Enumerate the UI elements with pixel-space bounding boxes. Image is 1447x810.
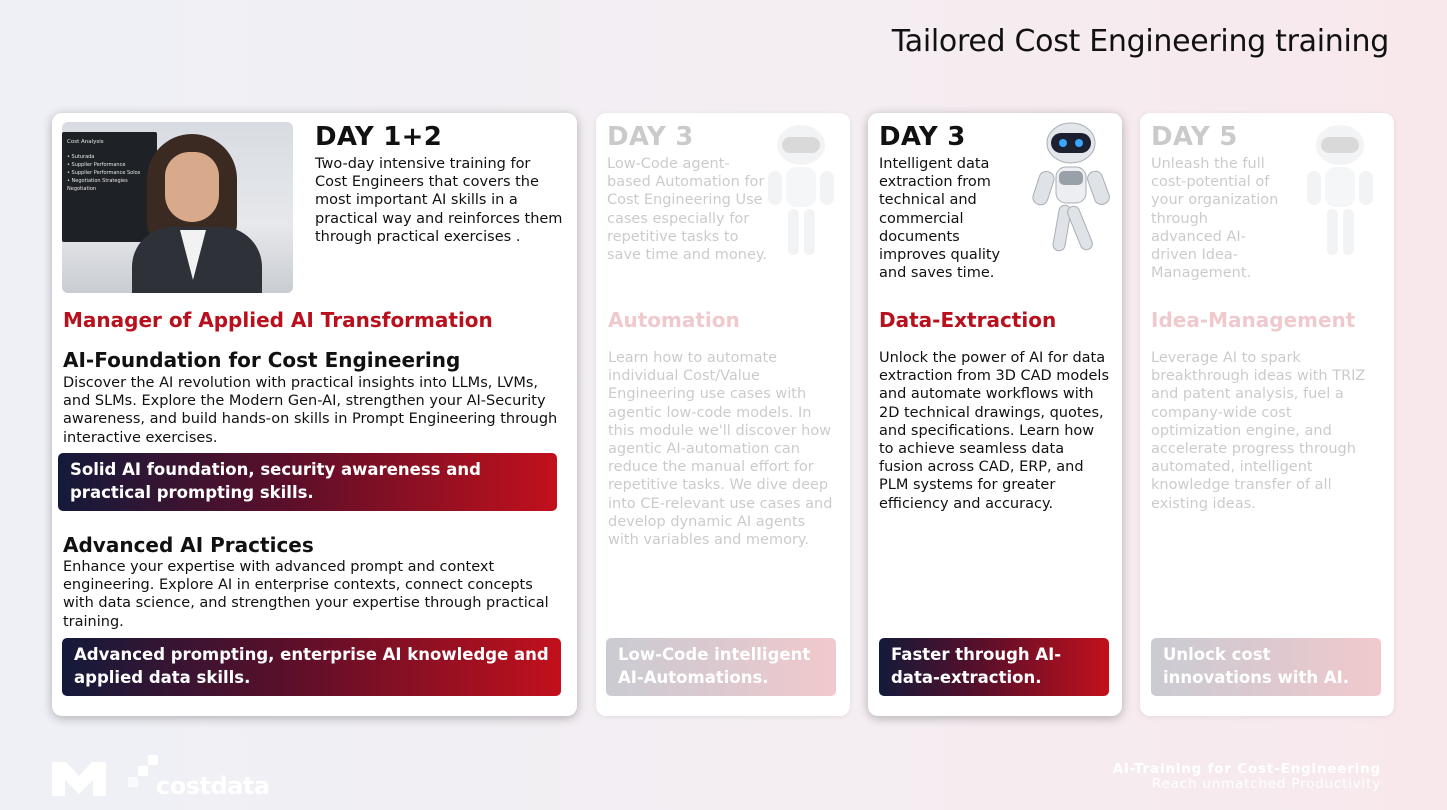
photo-screen-item: • Supplier Performance — [67, 161, 126, 168]
day-title: DAY 3 — [879, 122, 966, 152]
card-day-3-automation — [596, 113, 850, 716]
robot-icon — [1026, 121, 1116, 266]
practices-title: Advanced AI Practices — [63, 533, 314, 557]
section-title: Manager of Applied AI Transformation — [63, 308, 493, 332]
footer-subtagline: Reach unmatched Productivity — [1151, 776, 1381, 792]
trainer-photo — [62, 122, 293, 293]
m-logo-icon — [52, 758, 106, 796]
logo-square-icon — [138, 766, 148, 776]
photo-screen-item: • Supplier Performance Solos — [67, 169, 141, 176]
day-description: Low-Code agent-based Automation for Cost Engineering Use cases especially for repetitive tasks to save time and money. — [607, 156, 768, 264]
card-day-5-idea-management — [1140, 113, 1394, 716]
foundation-text: Discover the AI revolution with practical insights into LLMs, LVMs, and SLMs. Explore the Modern Gen-AI, strengthen your AI-Security awareness, and build hands-on skills in Prompt Engineering through interactive exercises. — [63, 375, 558, 446]
costdata-logo — [128, 755, 268, 799]
photo-screen — [62, 132, 157, 242]
module-text: Learn how to automate individual Cost/Value Engineering use cases with agentic low-code models. In this module we'll discover how agentic AI-automation can reduce the manual effort for repetitive tasks. We dive deep into CE-relevant use cases and develop dynamic AI agents with variables and memory. — [608, 350, 833, 549]
module-text: Leverage AI to spark breakthrough ideas with TRIZ and patent analysis, fuel a company-wide cost optimization engine, and accelerate progress through automated, intelligent knowledge transfer of all existing ideas. — [1151, 350, 1366, 512]
day-description: Two-day intensive training for Cost Engineers that covers the most important AI skills in a practical way and reinforces them through practical exercises . — [315, 156, 563, 245]
day-title: DAY 1+2 — [315, 122, 443, 152]
day-title: DAY 3 — [607, 122, 694, 152]
foundation-banner: Solid AI foundation, security awareness and practical prompting skills. — [58, 453, 557, 511]
day-title: DAY 5 — [1151, 122, 1238, 152]
photo-screen-item: • Suturada — [67, 153, 95, 160]
day-description: Intelligent data extraction from technical and commercial documents improves quality and saves time. — [879, 156, 1001, 282]
section-title: Automation — [608, 308, 740, 332]
card-day-3-data-extraction — [868, 113, 1122, 716]
section-title: Data-Extraction — [879, 308, 1057, 332]
photo-screen-title: Cost Analysis — [67, 139, 104, 145]
day-description: Unleash the full cost-potential of your organization through advanced AI-driven Idea-Management. — [1151, 156, 1279, 282]
module-text: Unlock the power of AI for data extraction from 3D CAD models and automate workflows with 2D technical drawings, quotes, and specifications. Learn how to achieve seamless data fusion across CAD, ERP, and PLM systems for greater efficiency and accuracy. — [879, 350, 1110, 512]
module-banner: Low-Code intelligent AI-Automations. — [606, 638, 836, 696]
practices-banner: Advanced prompting, enterprise AI knowledge and applied data skills. — [62, 638, 561, 696]
module-banner: Faster through AI-data-extraction. — [879, 638, 1109, 696]
practices-text: Enhance your expertise with advanced prompt and context engineering. Explore AI in enterprise contexts, connect concepts with data science, and strengthen your expertise through practical training. — [63, 559, 549, 630]
page-title: Tailored Cost Engineering training — [891, 24, 1389, 59]
logo-square-icon — [148, 755, 158, 765]
costdata-logo-text: costdata — [156, 772, 270, 800]
card-day-1-2 — [52, 113, 577, 716]
module-banner: Unlock cost innovations with AI. — [1151, 638, 1381, 696]
section-title: Idea-Management — [1151, 308, 1356, 332]
footer-tagline: AI-Training for Cost-Engineering — [1112, 761, 1381, 777]
robot-icon — [1295, 123, 1385, 268]
foundation-title: AI-Foundation for Cost Engineering — [63, 348, 461, 372]
photo-screen-item: • Negotiation Strategies Negotiation — [67, 177, 128, 192]
photo-face — [165, 152, 219, 222]
logo-square-icon — [128, 777, 138, 787]
